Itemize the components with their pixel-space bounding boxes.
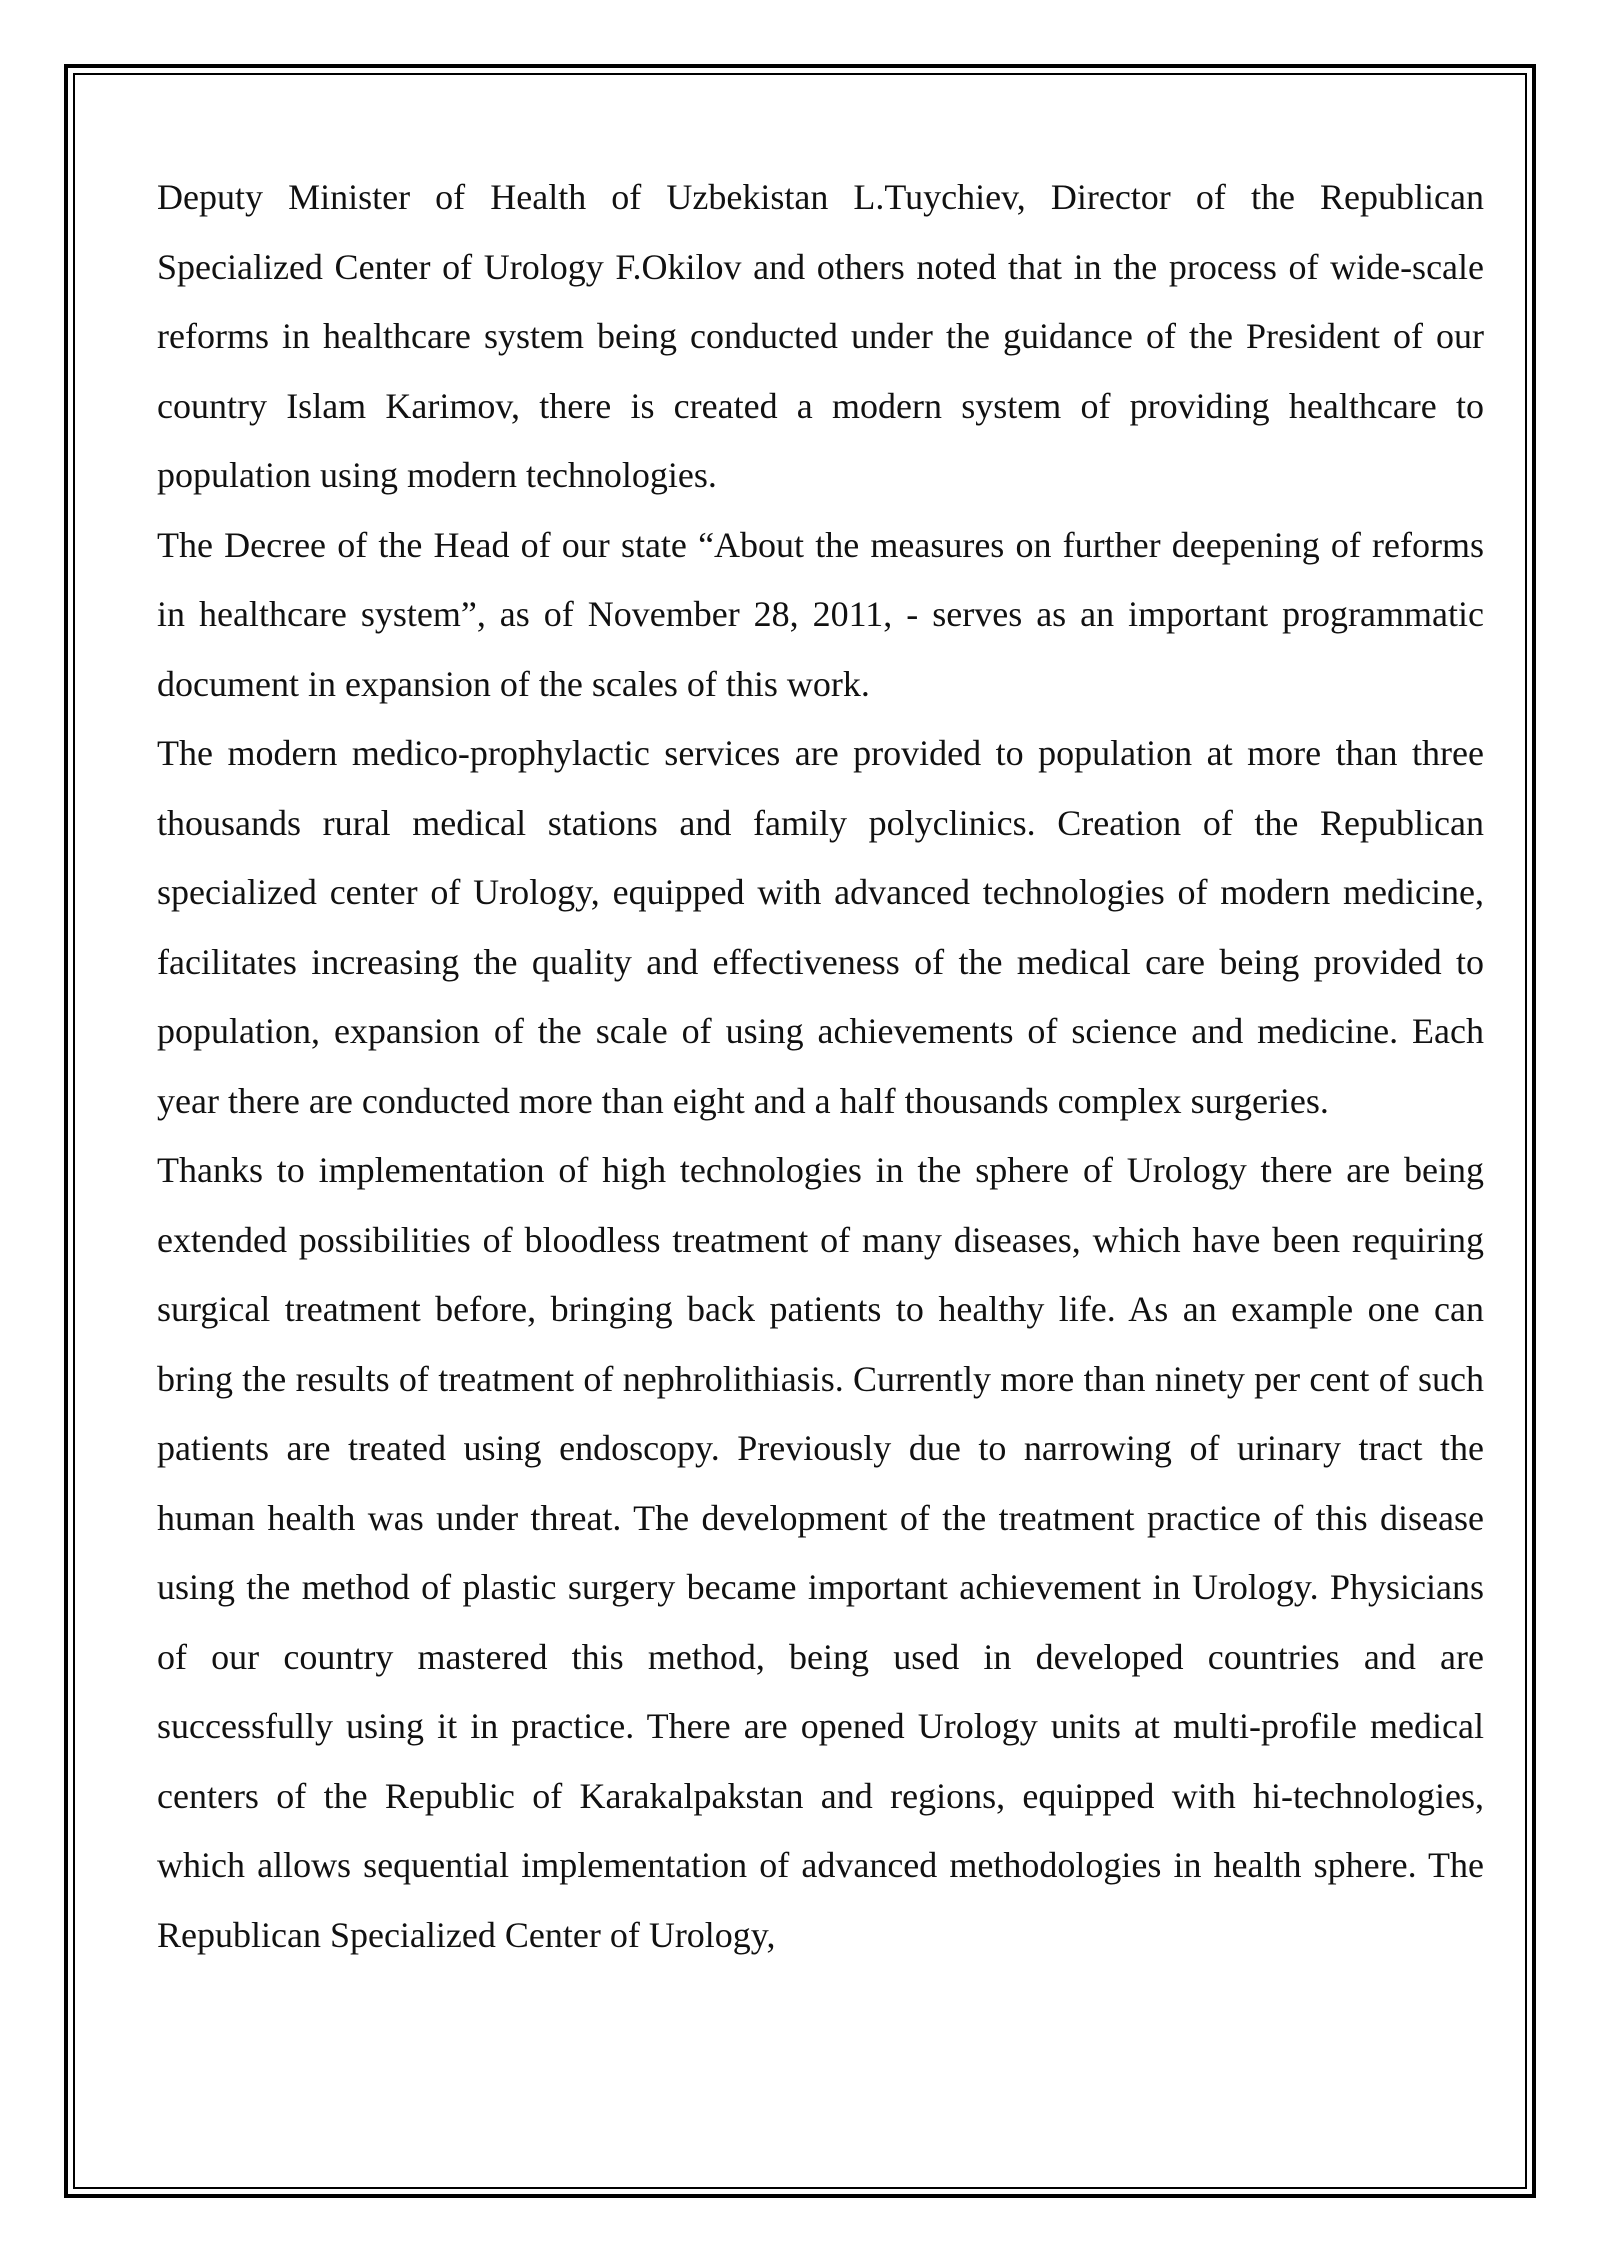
paragraph-medico-prophylactic-services: The modern medico-prophylactic services are provided to population at more than three thousands rural medical stations and family polyclinics. Creation of the Republican specialized center of Urology, equipped with advanced technologies of modern medicine, facilitates increasing the quality and effectiveness of the medical care being provided to population, expansion of the scale of using achievements of science and medicine. Each year there are conducted more than eight and a half thousands complex surgeries. (157, 733, 1484, 1121)
paragraph-decree: The Decree of the Head of our state “About the measures on further deepening of reforms in healthcare system”, as of November 28, 2011, - serves as an important programmatic document in expansion of the scales of this work. (157, 524, 1484, 704)
page-border-inner (73, 73, 1527, 2189)
paragraph-high-technologies-urology: Thanks to implementation of high technologies in the sphere of Urology there are being extended possibilities of bloodless treatment of many diseases, which have been requiring surgical treatment before, bringing back patients to healthy life. As an example one can bring the results of treatment of nephrolithiasis. Currently more than ninety per cent of such patients are treated using endoscopy. Previously due to narrowing of urinary tract the human health was under threat. The development of the treatment practice of this disease using the method of plastic surgery became important achievement in Urology. Physicians of our country mastered this method, being used in developed countries and are successfully using it in practice. There are opened Urology units at multi-profile medical centers of the Republic of Karakalpakstan and regions, equipped with hi-technologies, which allows sequential implementation of advanced methodologies in health sphere. The Republican Specialized Center of Urology, (157, 1150, 1484, 1955)
page-border (64, 64, 1536, 2198)
document-body (157, 163, 1484, 1970)
paragraph-deputy-minister: Deputy Minister of Health of Uzbekistan L.Tuychiev, Director of the Republican Specialized Center of Urology F.Okilov and others noted that in the process of wide-scale reforms in healthcare system being conducted under the guidance of the President of our country Islam Karimov, there is created a modern system of providing healthcare to population using modern technologies. (157, 177, 1484, 495)
